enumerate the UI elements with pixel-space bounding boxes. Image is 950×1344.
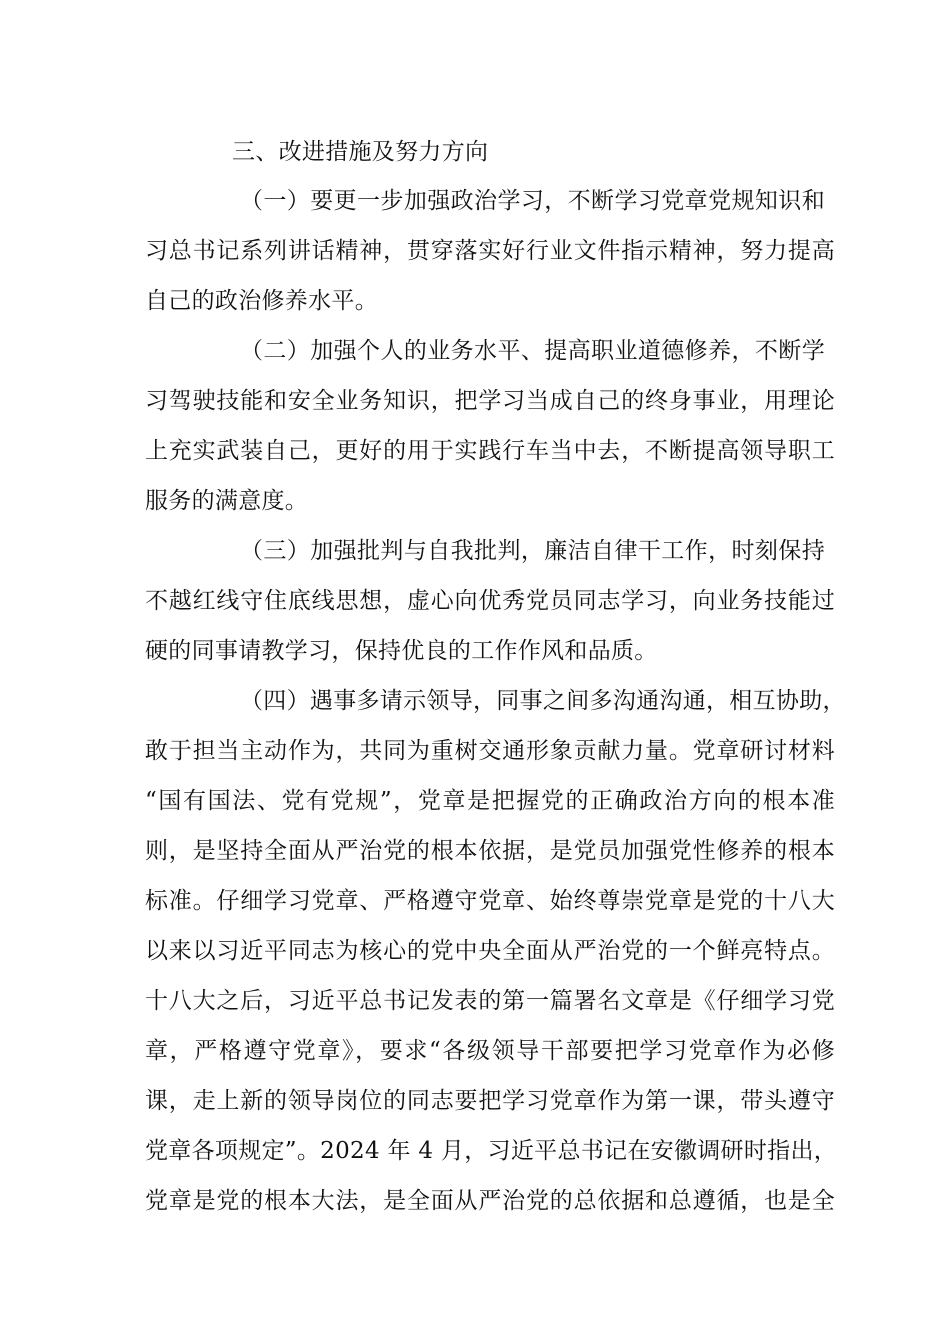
paragraph-line: 标准。仔细学习党章、严格遵守党章、始终尊崇党章是党的十八大 <box>145 888 835 914</box>
paragraph-line: （四）遇事多请示领导，同事之间多沟通沟通，相互协助， <box>240 688 846 714</box>
paragraph-line: （二）加强个人的业务水平、提高职业道德修养，不断学 <box>240 338 825 364</box>
paragraph-line: 敢于担当主动作为，共同为重树交通形象贡献力量。党章研讨材料 <box>145 738 835 764</box>
paragraph-line: （一）要更一步加强政治学习，不断学习党章党规知识和 <box>240 188 825 214</box>
paragraph-line: 以来以习近平同志为核心的党中央全面从严治党的一个鲜亮特点。 <box>145 938 835 964</box>
section-heading: 三、改进措施及努力方向 <box>232 139 489 165</box>
paragraph-line: 自己的政治修养水平。 <box>145 288 378 314</box>
paragraph-line: 习驾驶技能和安全业务知识，把学习当成自己的终身事业，用理论 <box>145 388 835 414</box>
paragraph-line: 不越红线守住底线思想，虚心向优秀党员同志学习，向业务技能过 <box>145 588 835 614</box>
paragraph-line: 党章是党的根本大法，是全面从严治党的总依据和总遵循，也是全 <box>145 1188 835 1214</box>
paragraph-line: 课，走上新的领导岗位的同志要把学习党章作为第一课，带头遵守 <box>145 1088 835 1114</box>
paragraph-line: 章，严格遵守党章》，要求“各级领导干部要把学习党章作为必修 <box>145 1038 835 1064</box>
paragraph-line: （三）加强批判与自我批判，廉洁自律干工作，时刻保持 <box>240 538 825 564</box>
paragraph-line: 上充实武装自己，更好的用于实践行车当中去，不断提高领导职工 <box>145 438 835 464</box>
paragraph-line: 硬的同事请教学习，保持优良的工作作风和品质。 <box>145 638 658 664</box>
paragraph-line: 习总书记系列讲话精神，贯穿落实好行业文件指示精神，努力提高 <box>145 238 835 264</box>
paragraph-line: 十八大之后，习近平总书记发表的第一篇署名文章是《仔细学习党 <box>145 988 835 1014</box>
paragraph-line: 服务的满意度。 <box>145 488 309 514</box>
paragraph-line: 则，是坚持全面从严治党的根本依据，是党员加强党性修养的根本 <box>145 838 835 864</box>
paragraph-line: “国有国法、党有党规”，党章是把握党的正确政治方向的根本准 <box>145 788 835 814</box>
paragraph-line: 党章各项规定”。2024 年 4 月，习近平总书记在安徽调研时指出， <box>145 1138 838 1164</box>
